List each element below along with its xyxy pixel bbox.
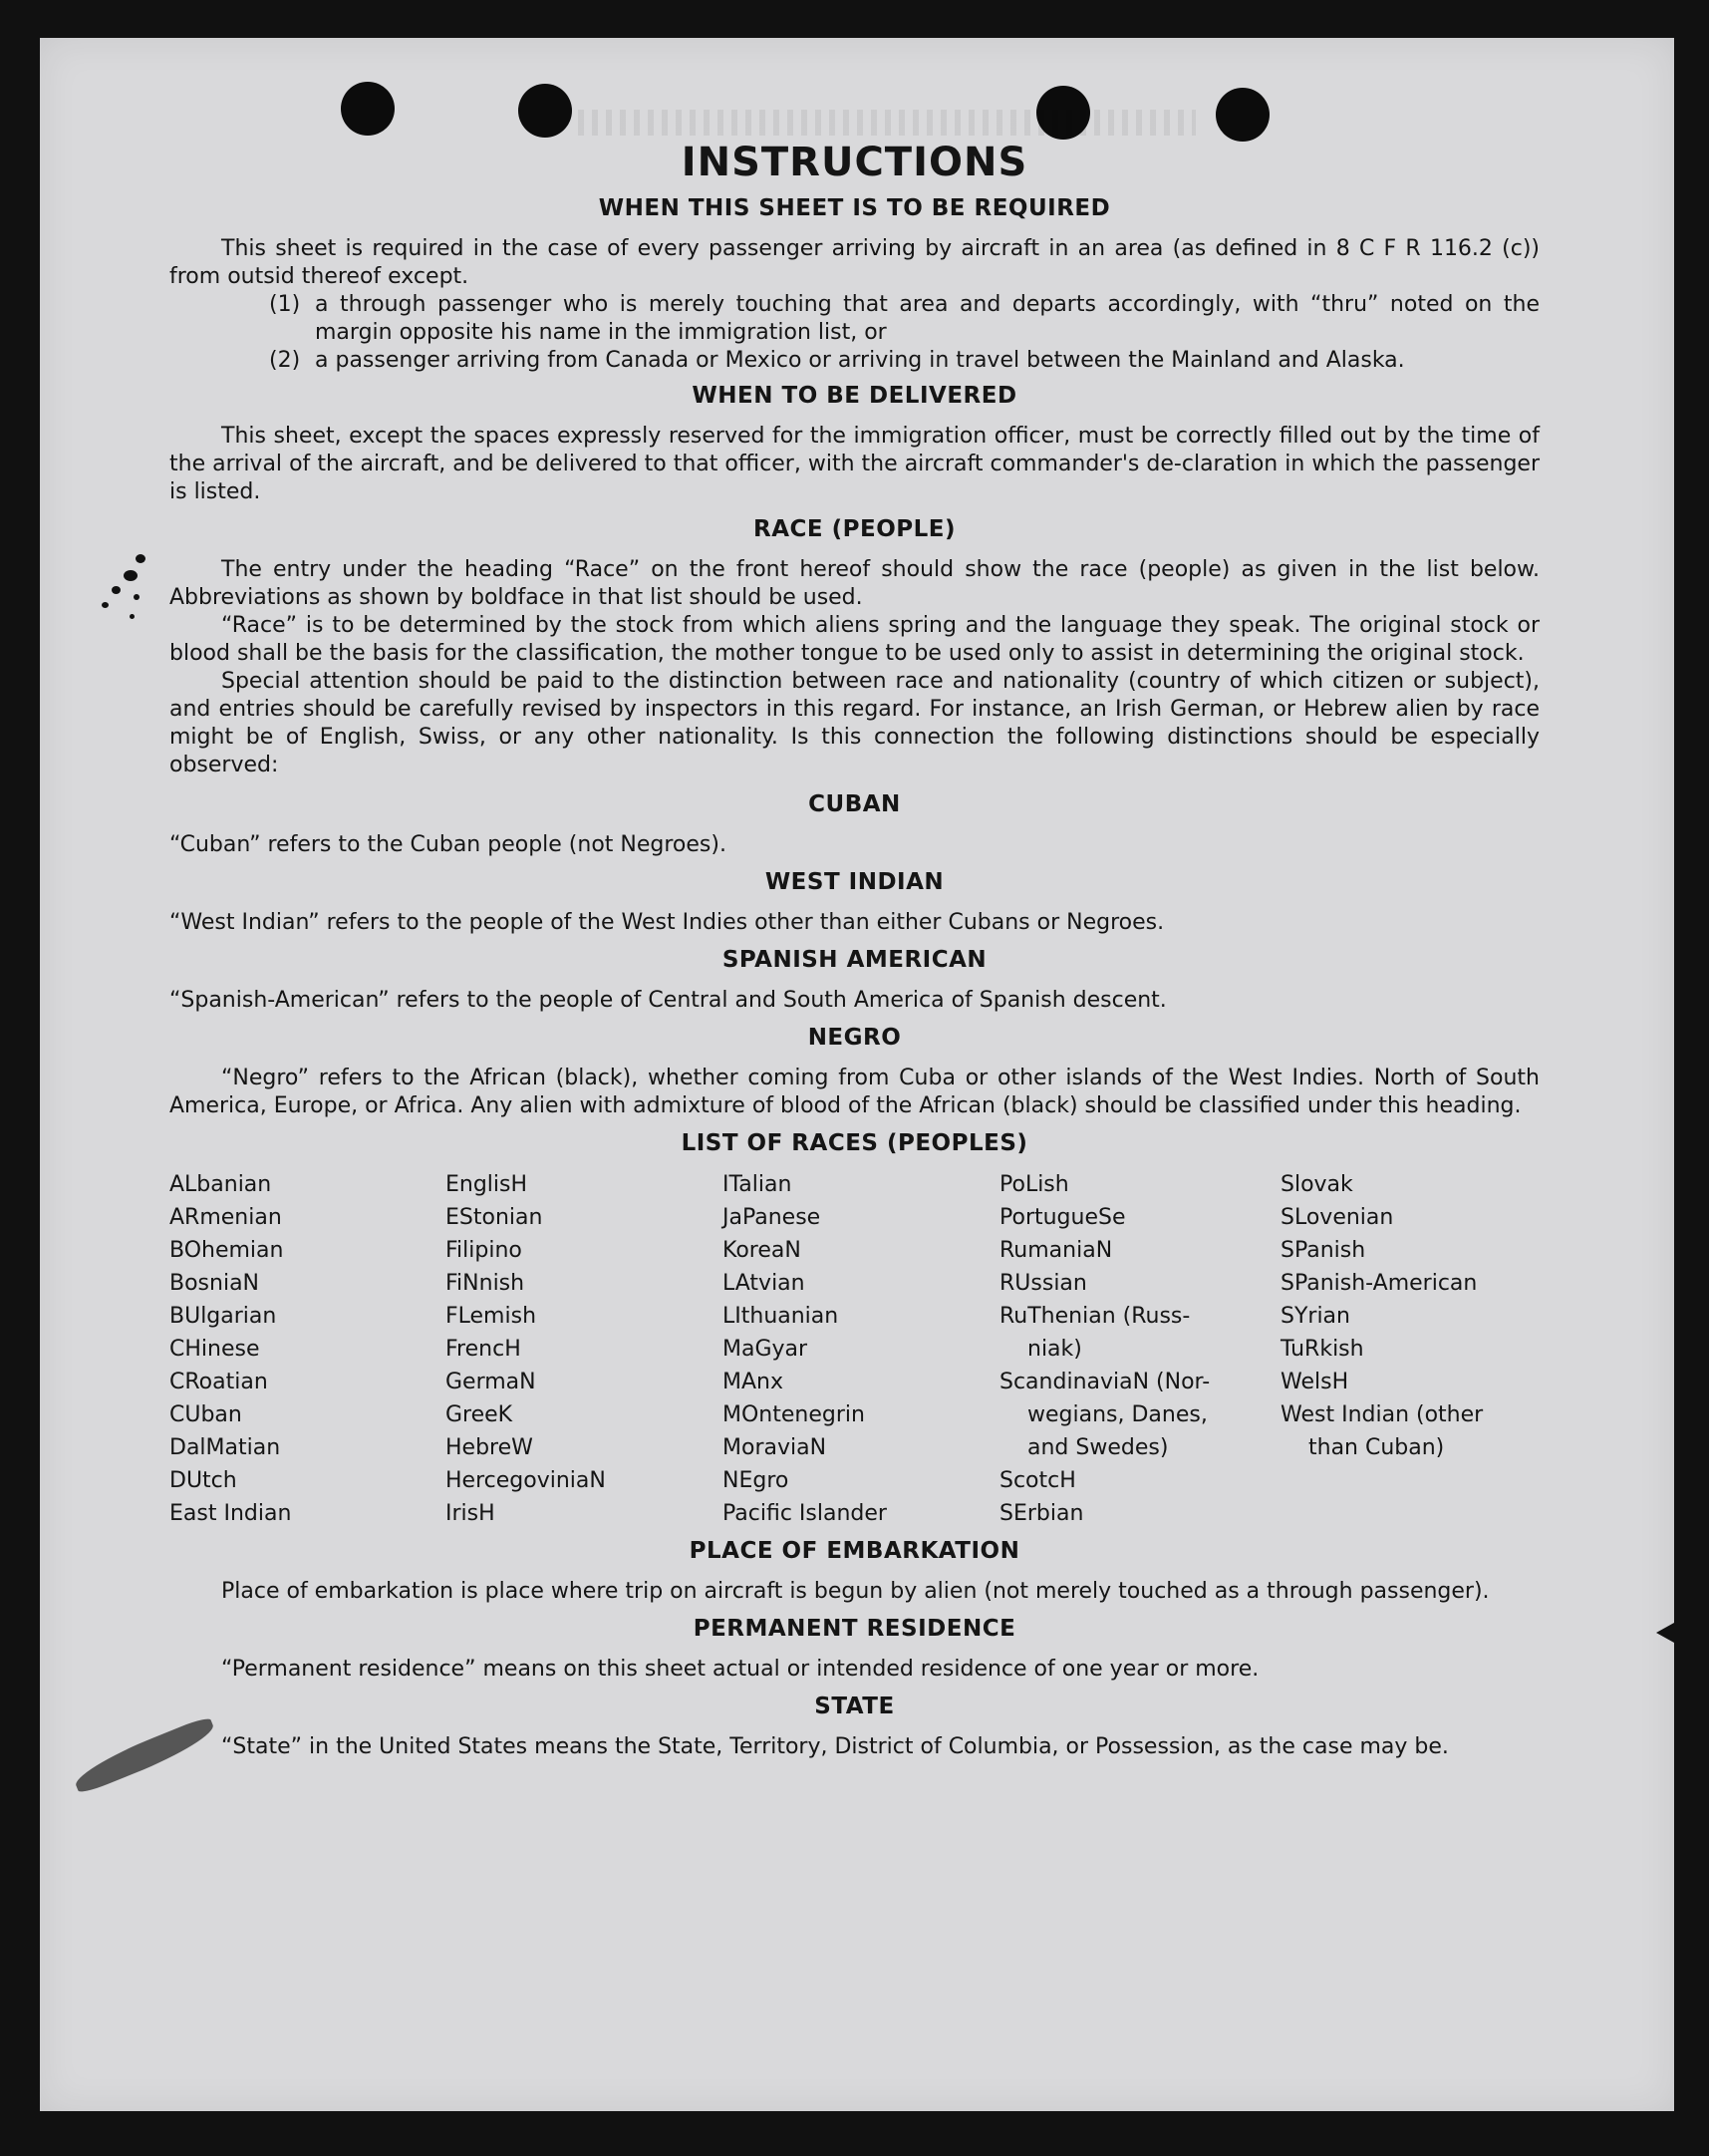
race-entry: RumaniaN xyxy=(999,1238,1113,1263)
delivered-text: This sheet, except the spaces expressly reserved for the immigration officer, must be correctly filled out by the time of the arrival of the aircraft, and be delivered to that officer, with the aircraft commander's de-claration in which the passenger is listed. xyxy=(169,424,1540,504)
residence-text: “Permanent residence” means on this sheet actual or intended residence of one year or more. xyxy=(221,1657,1260,1682)
heading-place-of-embarkation: PLACE OF EMBARKATION xyxy=(689,1538,1020,1564)
page-title: INSTRUCTIONS xyxy=(681,140,1028,185)
race-entry: LIthuanian xyxy=(722,1304,839,1329)
punch-hole xyxy=(518,84,572,138)
race-entry: ScotcH xyxy=(999,1468,1076,1493)
race-entry: FiNnish xyxy=(445,1271,525,1296)
heading-cuban: CUBAN xyxy=(808,791,901,817)
race-entry: MAnx xyxy=(722,1370,783,1394)
race-entry: JaPanese xyxy=(722,1205,821,1230)
race-entry: DalMatian xyxy=(169,1435,281,1460)
race-entry: PoLish xyxy=(999,1172,1069,1197)
race-entry: BUlgarian xyxy=(169,1304,277,1329)
instructions-content xyxy=(169,140,1540,1769)
heading-permanent-residence: PERMANENT RESIDENCE xyxy=(693,1616,1016,1642)
required-intro: This sheet is required in the case of every passenger arriving by aircraft in an area (as defined in 8 C F R 116.2 (c)) from outsid thereof except. xyxy=(169,236,1540,289)
race-entry: BosniaN xyxy=(169,1271,260,1296)
race-entry: RuThenian (Russ- xyxy=(999,1304,1191,1329)
race-entry: GermaN xyxy=(445,1370,536,1394)
race-entry: NEgro xyxy=(722,1468,789,1493)
race-entry: SPanish-American xyxy=(1281,1271,1478,1296)
races-column xyxy=(169,1168,445,1530)
race-entry: EnglisH xyxy=(445,1172,528,1197)
race-entry: PortugueSe xyxy=(999,1205,1126,1230)
race-entry: East Indian xyxy=(169,1501,292,1526)
race-entry: EStonian xyxy=(445,1205,543,1230)
race-entry: Pacific Islander xyxy=(722,1501,887,1526)
list-item-number: (2) xyxy=(269,348,301,373)
punch-hole xyxy=(341,82,395,136)
west-indian-text: “West Indian” refers to the people of the West Indies other than either Cubans or Negroes. xyxy=(169,910,1165,935)
heading-spanish-american: SPANISH AMERICAN xyxy=(721,947,988,973)
race-entry: FLemish xyxy=(445,1304,537,1329)
races-column xyxy=(1281,1168,1540,1530)
races-column xyxy=(999,1168,1281,1530)
race-entry: CRoatian xyxy=(169,1370,268,1394)
race-paragraph: “Race” is to be determined by the stock from which aliens spring and the language they speak. The original stock or blood shall be the basis for the classification, the mother tongue to be used only to assist in determining the original stock. xyxy=(169,613,1540,666)
race-entry: Slovak xyxy=(1281,1172,1353,1197)
race-entry: ARmenian xyxy=(169,1205,282,1230)
cuban-text: “Cuban” refers to the Cuban people (not Negroes). xyxy=(169,832,726,857)
race-entry: SYrian xyxy=(1281,1304,1350,1329)
race-paragraph: Special attention should be paid to the distinction between race and nationality (country of which citizen or subject), and entries should be carefully revised by inspectors in this regard. For instance, an Irish German, or Hebrew alien by race might be of English, Swiss, or any other nationality. Is this connection the following distinctions should be especially observed: xyxy=(169,669,1540,777)
race-entry: ITalian xyxy=(722,1172,792,1197)
race-entry: DUtch xyxy=(169,1468,237,1493)
races-table xyxy=(169,1168,1540,1530)
race-entry: CHinese xyxy=(169,1337,260,1362)
document-sheet xyxy=(40,38,1674,2111)
embarkation-text: Place of embarkation is place where trip on aircraft is begun by alien (not merely touched as a through passenger). xyxy=(221,1579,1490,1604)
races-column xyxy=(722,1168,999,1530)
race-entry: than Cuban) xyxy=(1308,1435,1445,1460)
race-entry: SLovenian xyxy=(1281,1205,1394,1230)
race-entry: ALbanian xyxy=(169,1172,272,1197)
race-entry: FrencH xyxy=(445,1337,521,1362)
list-item-number: (1) xyxy=(269,292,301,317)
race-entry: LAtvian xyxy=(722,1271,805,1296)
race-entry: HercegoviniaN xyxy=(445,1468,606,1493)
edge-mark xyxy=(1656,1623,1674,1643)
race-entry: ScandinaviaN (Nor- xyxy=(999,1370,1211,1394)
negro-text: “Negro” refers to the African (black), whether coming from Cuba or other islands of the West Indies. North of South America, Europe, or Africa. Any alien with admixture of blood of the African (black) should be classified under this heading. xyxy=(169,1066,1540,1118)
race-entry: Filipino xyxy=(445,1238,522,1263)
heading-list-of-races: LIST OF RACES (PEOPLES) xyxy=(681,1130,1028,1156)
race-entry: CUban xyxy=(169,1402,242,1427)
list-item xyxy=(269,291,1540,347)
race-entry: niak) xyxy=(1027,1337,1082,1362)
race-entry: and Swedes) xyxy=(1027,1435,1169,1460)
race-paragraph: The entry under the heading “Race” on the front hereof should show the race (people) as given in the list below. Abbreviations as shown by boldface in that list should be used. xyxy=(169,557,1540,610)
race-entry: MaGyar xyxy=(722,1337,808,1362)
race-entry: MOntenegrin xyxy=(722,1402,865,1427)
race-entry: BOhemian xyxy=(169,1238,284,1263)
spanish-american-text: “Spanish-American” refers to the people of Central and South America of Spanish descent. xyxy=(169,988,1167,1013)
heading-when-required: WHEN THIS SHEET IS TO BE REQUIRED xyxy=(598,195,1111,221)
heading-west-indian: WEST INDIAN xyxy=(764,869,945,895)
race-entry: West Indian (other xyxy=(1281,1402,1484,1427)
race-entry: RUssian xyxy=(999,1271,1087,1296)
list-item-text: a through passenger who is merely touching that area and departs accordingly, with “thru” noted on the margin opposite his name in the immigration list, or xyxy=(315,292,1540,345)
race-entry: SErbian xyxy=(999,1501,1084,1526)
races-column xyxy=(445,1168,722,1530)
heading-when-delivered: WHEN TO BE DELIVERED xyxy=(692,383,1017,409)
punch-hole xyxy=(1216,88,1270,142)
list-item xyxy=(269,347,1540,375)
race-entry: wegians, Danes, xyxy=(1027,1402,1208,1427)
list-item-text: a passenger arriving from Canada or Mexico or arriving in travel between the Mainland and Alaska. xyxy=(315,348,1405,373)
state-text: “State” in the United States means the State, Territory, District of Columbia, or Possession, as the case may be. xyxy=(221,1734,1449,1759)
race-entry: HebreW xyxy=(445,1435,533,1460)
heading-race: RACE (PEOPLE) xyxy=(753,516,956,542)
race-entry: MoraviaN xyxy=(722,1435,827,1460)
race-entry: TuRkish xyxy=(1281,1337,1364,1362)
race-entry: GreeK xyxy=(445,1402,513,1427)
race-entry: SPanish xyxy=(1281,1238,1366,1263)
race-entry: IrisH xyxy=(445,1501,495,1526)
heading-state: STATE xyxy=(814,1694,895,1719)
heading-negro: NEGRO xyxy=(807,1025,902,1051)
race-entry: WelsH xyxy=(1281,1370,1349,1394)
race-entry: KoreaN xyxy=(722,1238,801,1263)
ink-blot xyxy=(102,544,161,624)
faded-header-marks xyxy=(578,110,1196,136)
